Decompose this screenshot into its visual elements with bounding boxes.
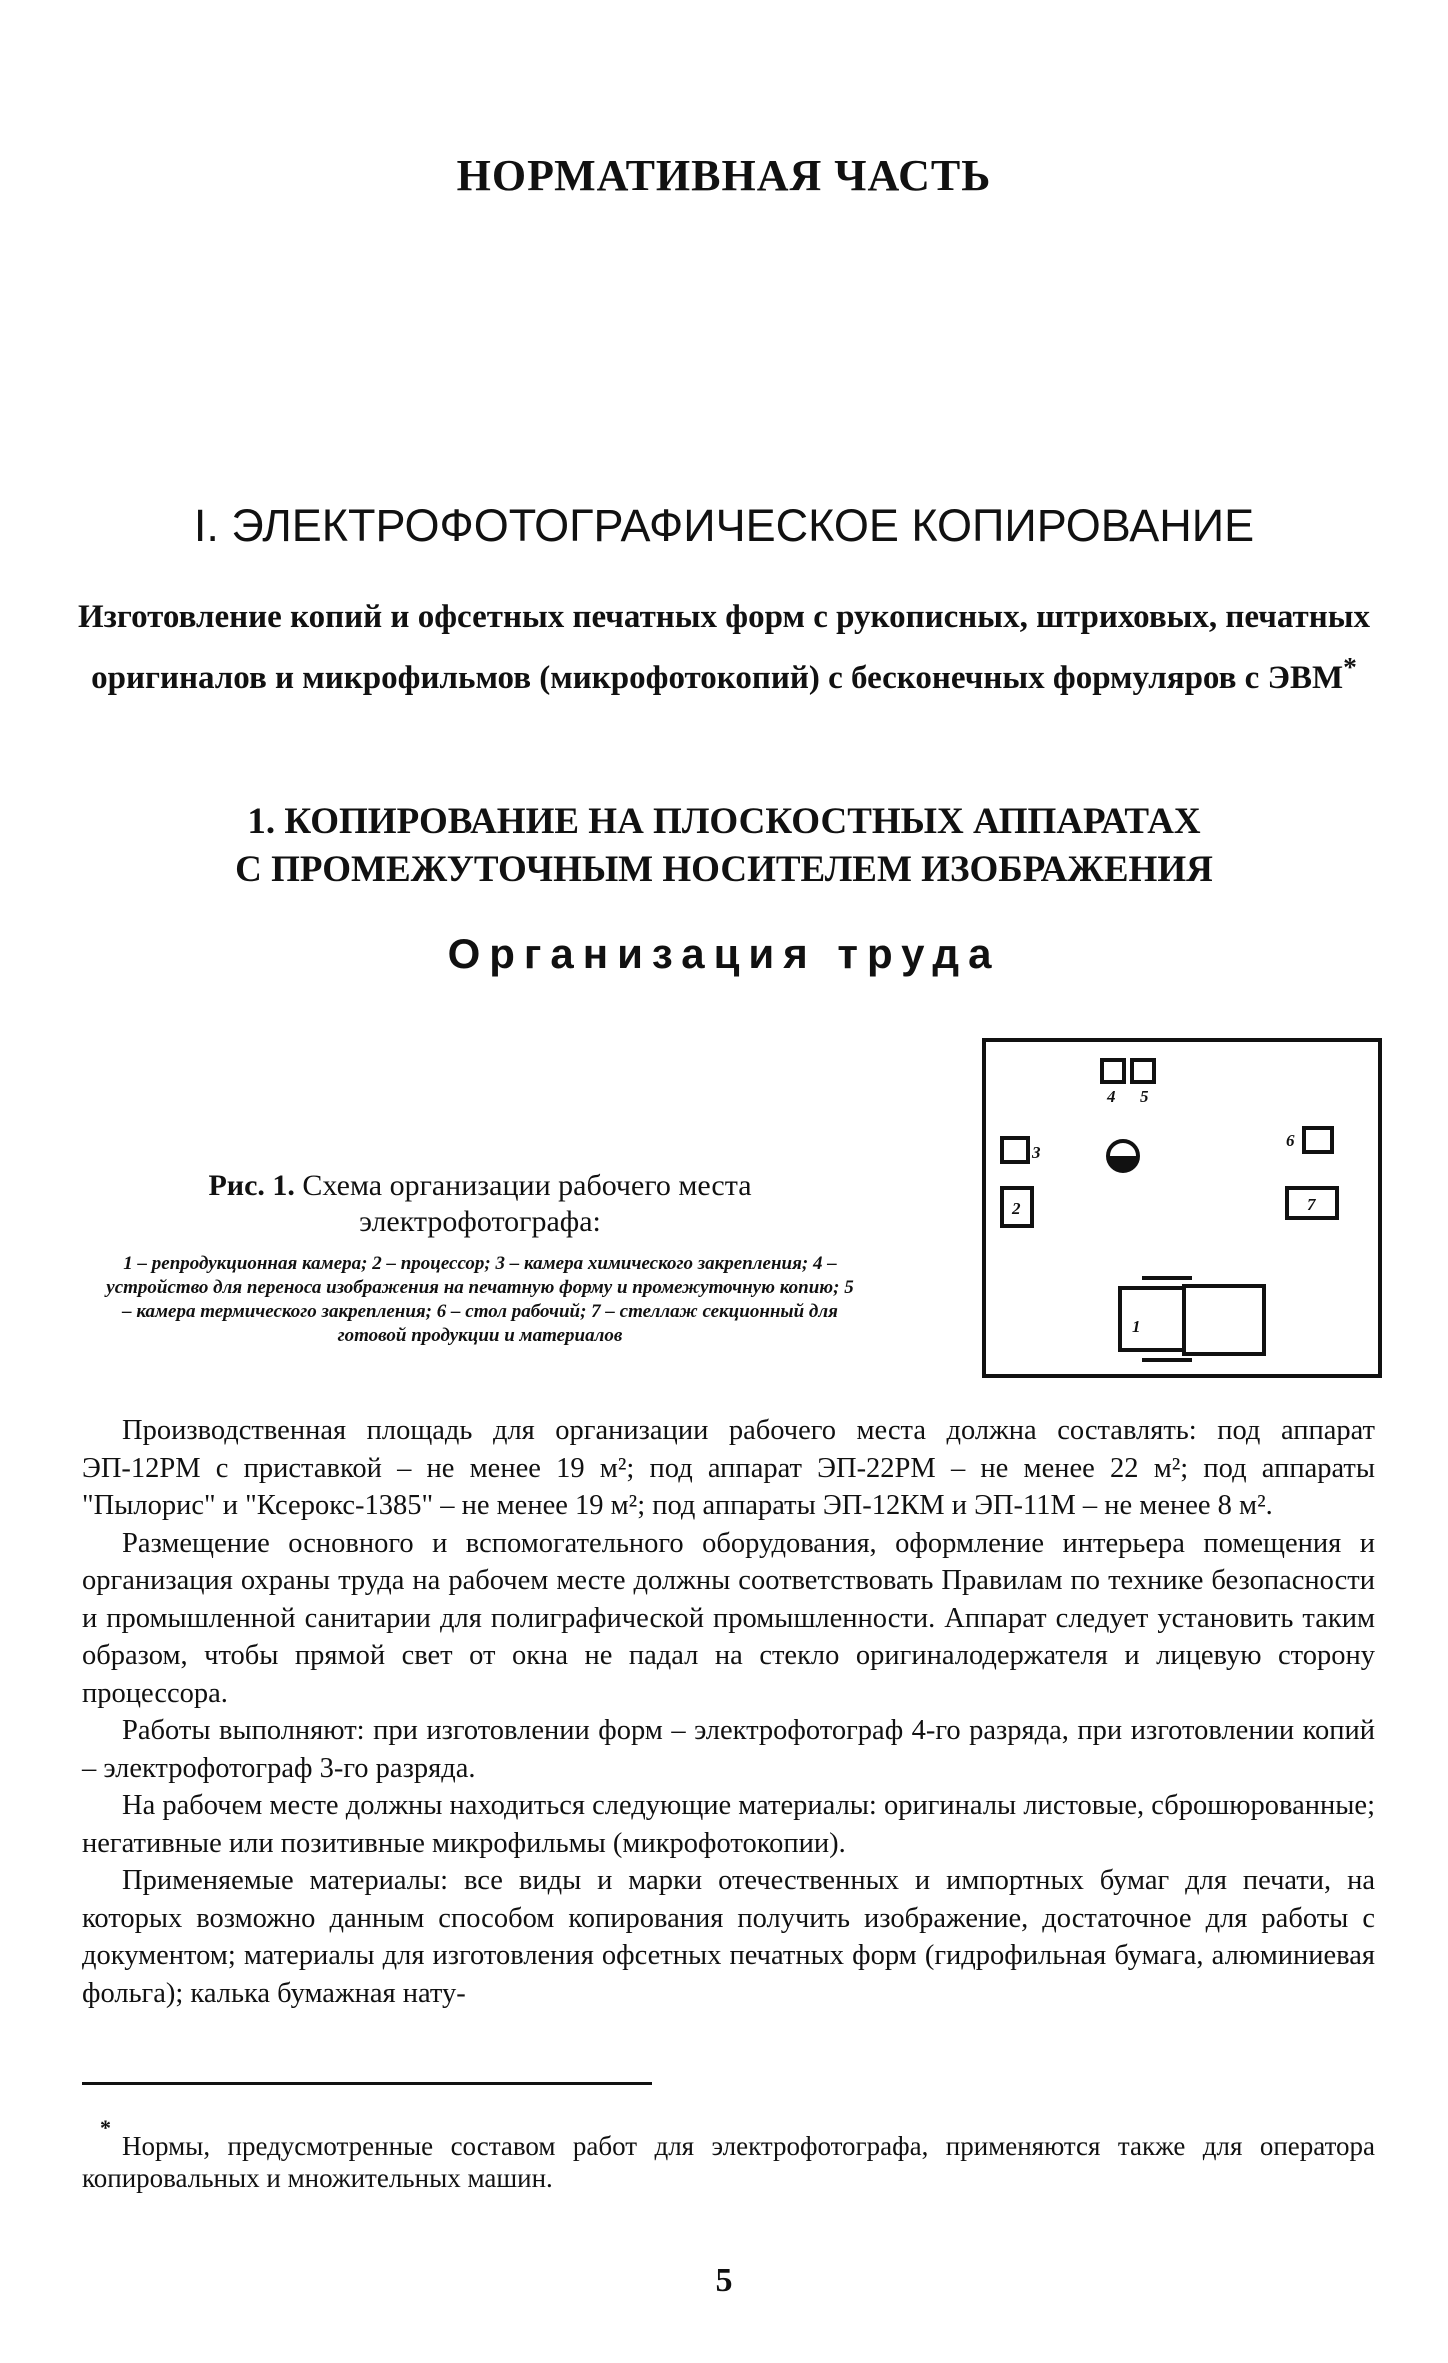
label-4: 4 xyxy=(1107,1087,1116,1106)
label-6: 6 xyxy=(1286,1131,1295,1150)
figure-legend: 1 – репродукционная камера; 2 – процессор; 3 – камера химического закрепления; 4 – устройство для переноса изображения на печатную форму и промежуточную копию; 5 – камера термического закрепления; 6 – стол рабочий; 7 – стеллаж секционный для готовой продукции и материалов xyxy=(106,1253,854,1346)
part-subtitle xyxy=(40,592,1408,703)
item-4-box xyxy=(1102,1060,1124,1082)
footnote xyxy=(82,2115,1375,2194)
paragraph-4: На рабочем месте должны находиться следующие материалы: оригиналы листовые, сброшюрованные; негативные или позитивные микрофильмы (микрофотокопии). xyxy=(82,1790,1375,1859)
chapter-title-line-1: 1. КОПИРОВАНИЕ НА ПЛОСКОСТНЫХ АППАРАТАХ xyxy=(247,801,1201,842)
figure-caption-label: Рис. 1. xyxy=(208,1169,295,1202)
item-5-box xyxy=(1132,1060,1154,1082)
paragraph-1: Производственная площадь для организации рабочего места должна составлять: под аппарат ЭП-12РМ с приставкой – не менее 19 м²; под аппарат ЭП-22РМ – не менее 22 м²; под аппараты "Пылорис" и "Ксерокс-1385" – не менее 19 м²; под аппараты ЭП-12КМ и ЭП-11М – не менее 8 м². xyxy=(82,1415,1375,1521)
part-subtitle-text: Изготовление копий и офсетных печатных форм с рукописных, штриховых, печатных оригиналов и микрофильмов (микрофотокопий) с бесконечных формуляров с ЭВМ xyxy=(77,599,1370,696)
item-6-box xyxy=(1304,1128,1332,1152)
label-1: 1 xyxy=(1132,1317,1141,1336)
footnote-divider xyxy=(82,2082,652,2085)
workplace-diagram xyxy=(982,1038,1382,1378)
label-7: 7 xyxy=(1307,1195,1316,1214)
figure-caption xyxy=(110,1168,850,1240)
footnote-mark: * xyxy=(100,2115,111,2140)
paragraph-5: Применяемые материалы: все виды и марки отечественных и импортных бумаг для печати, на которых возможно данным способом копирования получить изображение, достаточное для работы с документом; материалы для изготовления офсетных печатных форм (гидрофильная бумага, алюминиевая фольга); калька бумажная нату- xyxy=(82,1865,1375,2009)
part-subtitle-footnote-mark: * xyxy=(1343,651,1357,682)
paragraph-3: Работы выполняют: при изготовлении форм – электрофотограф 4-го разряда, при изготовлении копий – электрофотограф 3-го разряда. xyxy=(82,1715,1375,1784)
paragraph-2: Размещение основного и вспомогательного оборудования, оформление интерьера помещения и организация охраны труда на рабочем месте должны соответствовать Правилам по технике безопасности и промышленной санитарии для полиграфической промышленности. Аппарат следует установить таким образом, чтобы прямой свет от окна не падал на стекло оригиналодержателя и лицевую сторону процессора. xyxy=(82,1527,1375,1709)
label-2: 2 xyxy=(1012,1199,1021,1218)
chapter-title-line-2: С ПРОМЕЖУТОЧНЫМ НОСИТЕЛЕМ ИЗОБРАЖЕНИЯ xyxy=(235,849,1213,890)
chapter-title xyxy=(0,798,1448,894)
item-1-camera xyxy=(1120,1288,1184,1350)
footnote-text: Нормы, предусмотренные составом работ для электрофотографа, применяются также для оператора копировальных и множительных машин. xyxy=(82,2131,1375,2193)
label-3: 3 xyxy=(1032,1143,1041,1162)
figure-caption-text: Схема организации рабочего места электрофотографа: xyxy=(302,1169,752,1238)
item-3-box xyxy=(1002,1138,1028,1162)
organization-title: Организация труда xyxy=(447,930,1001,977)
body-text xyxy=(82,1412,1375,2012)
page-number: 5 xyxy=(715,2262,733,2299)
item-1-platform xyxy=(1184,1286,1264,1354)
label-5: 5 xyxy=(1140,1087,1149,1106)
section-title: НОРМАТИВНАЯ ЧАСТЬ xyxy=(456,151,992,200)
part-title: I. ЭЛЕКТРОФОТОГРАФИЧЕСКОЕ КОПИРОВАНИЕ xyxy=(193,500,1255,551)
